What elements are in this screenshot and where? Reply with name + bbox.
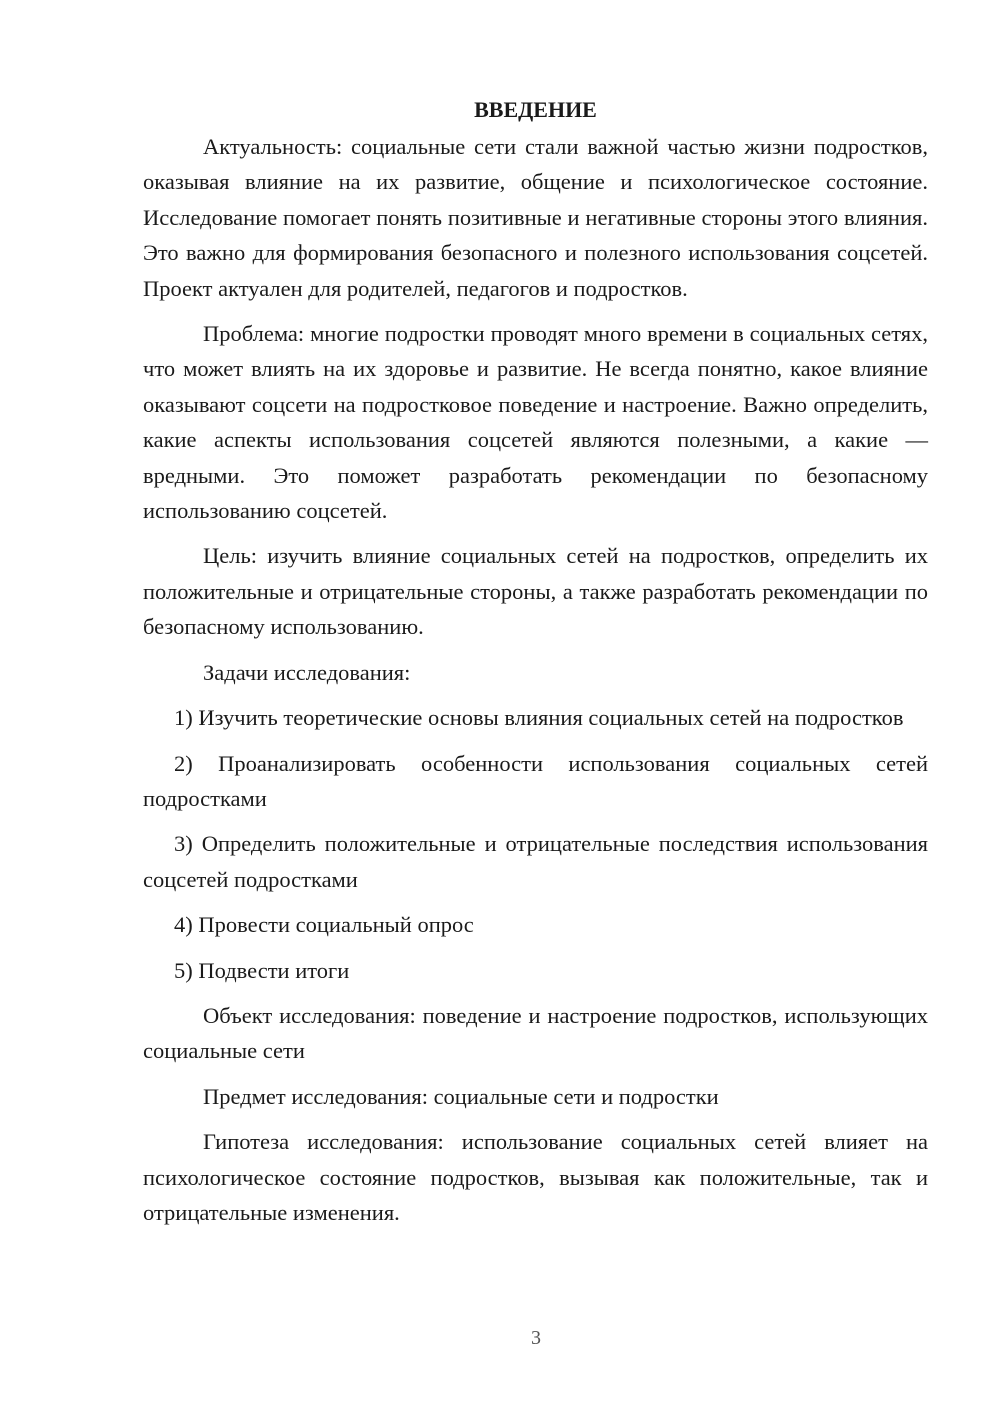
task-item-4: 4) Провести социальный опрос — [174, 912, 474, 938]
page-number: 3 — [531, 1327, 541, 1349]
relevance-paragraph: Актуальность: социальные сети стали важной частью жизни подростков, оказывая влияние на их развитие, общение и психологическое состояние. Исследование помогает понять позитивные и негативные стороны этого влияния. Это важно для формирования безопасного и полезного использования соцсетей. Проект актуален для родителей, педагогов и подростков. — [143, 134, 928, 301]
section-title: ВВЕДЕНИЕ — [474, 97, 597, 122]
object-paragraph: Объект исследования: поведение и настроение подростков, использующих социальные сети — [143, 1002, 928, 1064]
subject-paragraph: Предмет исследования: социальные сети и подростки — [203, 1083, 719, 1109]
goal-paragraph: Цель: изучить влияние социальных сетей на подростков, определить их положительные и отрицательные стороны, а также разработать рекомендации по безопасному использованию. — [143, 543, 928, 640]
task-item-5: 5) Подвести итоги — [174, 957, 350, 983]
task-item-3: 3) Определить положительные и отрицательные последствия использования соцсетей подростками — [143, 831, 928, 892]
tasks-heading: Задачи исследования: — [203, 659, 411, 685]
task-item-2: 2) Проанализировать особенности использования социальных сетей подростками — [143, 750, 928, 811]
problem-paragraph: Проблема: многие подростки проводят много времени в социальных сетях, что может влиять на их здоровье и развитие. Не всегда понятно, какое влияние оказывают соцсети на подростковое поведение и настроение. Важно определить, какие аспекты использования соцсетей являются полезными, а какие — вредными. Это поможет разработать рекомендации по безопасному использованию соцсетей. — [143, 321, 928, 524]
document-page — [143, 92, 928, 1230]
hypothesis-paragraph: Гипотеза исследования: использование социальных сетей влияет на психологическое состояние подростков, вызывая как положительные, так и отрицательные изменения. — [143, 1129, 928, 1225]
task-item-1: 1) Изучить теоретические основы влияния социальных сетей на подростков — [174, 705, 904, 731]
